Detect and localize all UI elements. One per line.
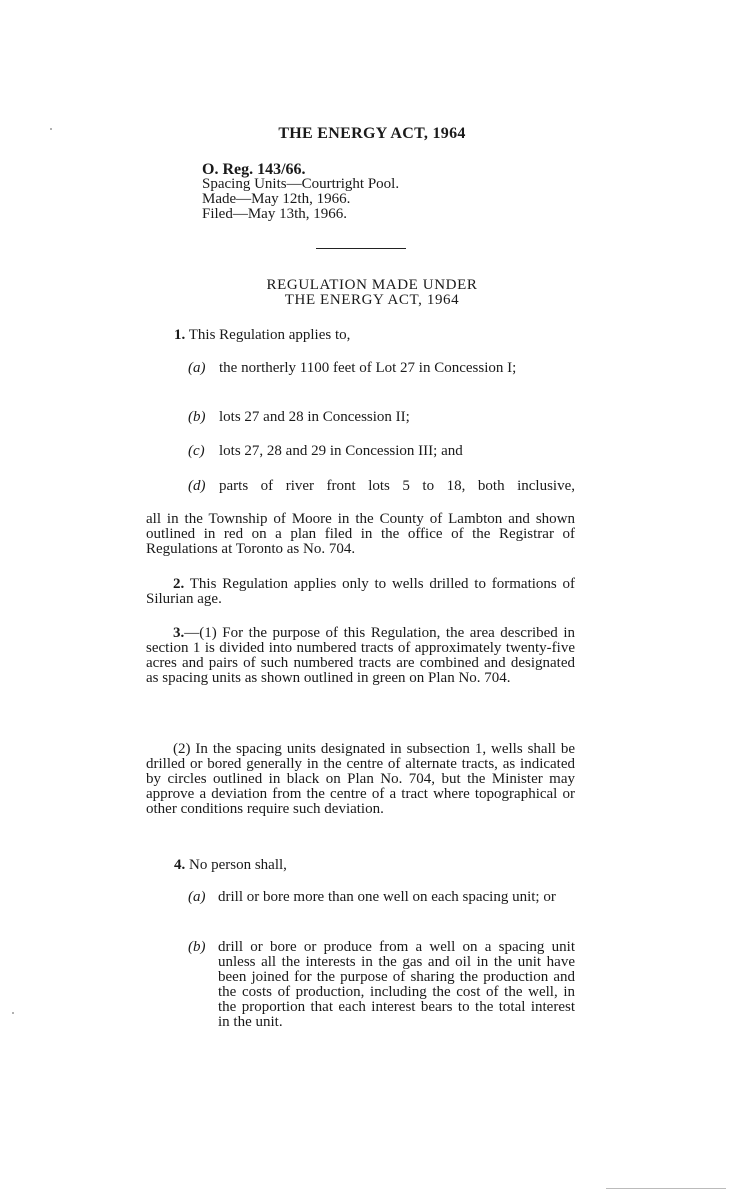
regulation-heading: [0, 278, 744, 308]
clause-label: (a): [188, 889, 206, 905]
clause-1c: [188, 444, 575, 459]
clause-text: the northerly 1100 feet of Lot 27 in Concession I;: [219, 360, 517, 376]
clause-text: lots 27, 28 and 29 in Concession III; and: [219, 443, 463, 459]
section-1-intro-text: This Regulation applies to,: [188, 327, 351, 343]
regulation-citation: [202, 162, 399, 222]
regulation-made-date: Made—May 12th, 1966.: [202, 191, 351, 207]
scan-speck: [50, 128, 52, 130]
clause-label: (c): [188, 443, 205, 459]
section-divider: [316, 248, 406, 249]
regulation-filed-date: Filed—May 13th, 1966.: [202, 206, 347, 222]
scan-speck: [12, 1012, 14, 1014]
section-3-number: 3.: [173, 625, 185, 641]
section-4-intro: [174, 858, 287, 873]
scan-edge-line: [606, 1188, 726, 1189]
heading-line-1: REGULATION MADE UNDER: [266, 277, 478, 293]
regulation-subject: Spacing Units—Courtright Pool.: [202, 176, 400, 192]
section-2-text: This Regulation applies only to wells drilled to formations of Silurian age.: [146, 576, 576, 607]
section-4-intro-text: No person shall,: [189, 857, 287, 873]
clause-4a: [188, 890, 575, 905]
clause-1d: [188, 479, 575, 494]
section-1-closing: all in the Township of Moore in the County of Lambton and shown outlined in red on a plan filed in the office of the Registrar of Regulations at Toronto as No. 704.: [146, 511, 575, 557]
section-1-number: 1.: [174, 327, 186, 343]
clause-4b: [188, 940, 575, 1030]
section-2: [146, 577, 575, 607]
clause-label: (b): [188, 409, 206, 425]
clause-label: (a): [188, 360, 206, 376]
section-3-subsection-1: [146, 626, 575, 686]
clause-text: drill or bore or produce from a well on a spacing unit unless all the interests in the gas and oil in the unit have been joined for the purpose of sharing the production and the costs of production, including the cost of the well, in the proportion that each interest bears to the total interest in the unit.: [218, 939, 575, 1030]
section-1-intro: [174, 328, 350, 343]
clause-text: lots 27 and 28 in Concession II;: [219, 409, 410, 425]
clause-label: (b): [188, 939, 206, 955]
section-3-subsection-2: (2) In the spacing units designated in subsection 1, wells shall be drilled or bored generally in the centre of alternate tracts, as indicated by circles outlined in black on Plan No. 704, but the Minister may approve a deviation from the centre of a tract where topographical or other conditions require such deviation.: [146, 741, 575, 817]
regulation-number: O. Reg. 143/66.: [202, 161, 306, 178]
section-2-number: 2.: [173, 576, 185, 592]
heading-line-2: THE ENERGY ACT, 1964: [284, 292, 460, 308]
clause-text: drill or bore more than one well on each spacing unit; or: [218, 889, 556, 905]
section-4-number: 4.: [174, 857, 186, 873]
clause-label: (d): [188, 478, 206, 494]
act-title: THE ENERGY ACT, 1964: [278, 125, 466, 142]
clause-text: parts of river front lots 5 to 18, both inclusive,: [219, 478, 575, 494]
section-3-subsection-1-text: —(1) For the purpose of this Regulation, the area described in section 1 is divided into numbered tracts of approximately twenty-five acres and pairs of such numbered tracts are combined and designated as spacing units as shown outlined in green on Plan No. 704.: [146, 625, 575, 686]
clause-1b: [188, 410, 575, 425]
clause-1a: [188, 361, 575, 376]
